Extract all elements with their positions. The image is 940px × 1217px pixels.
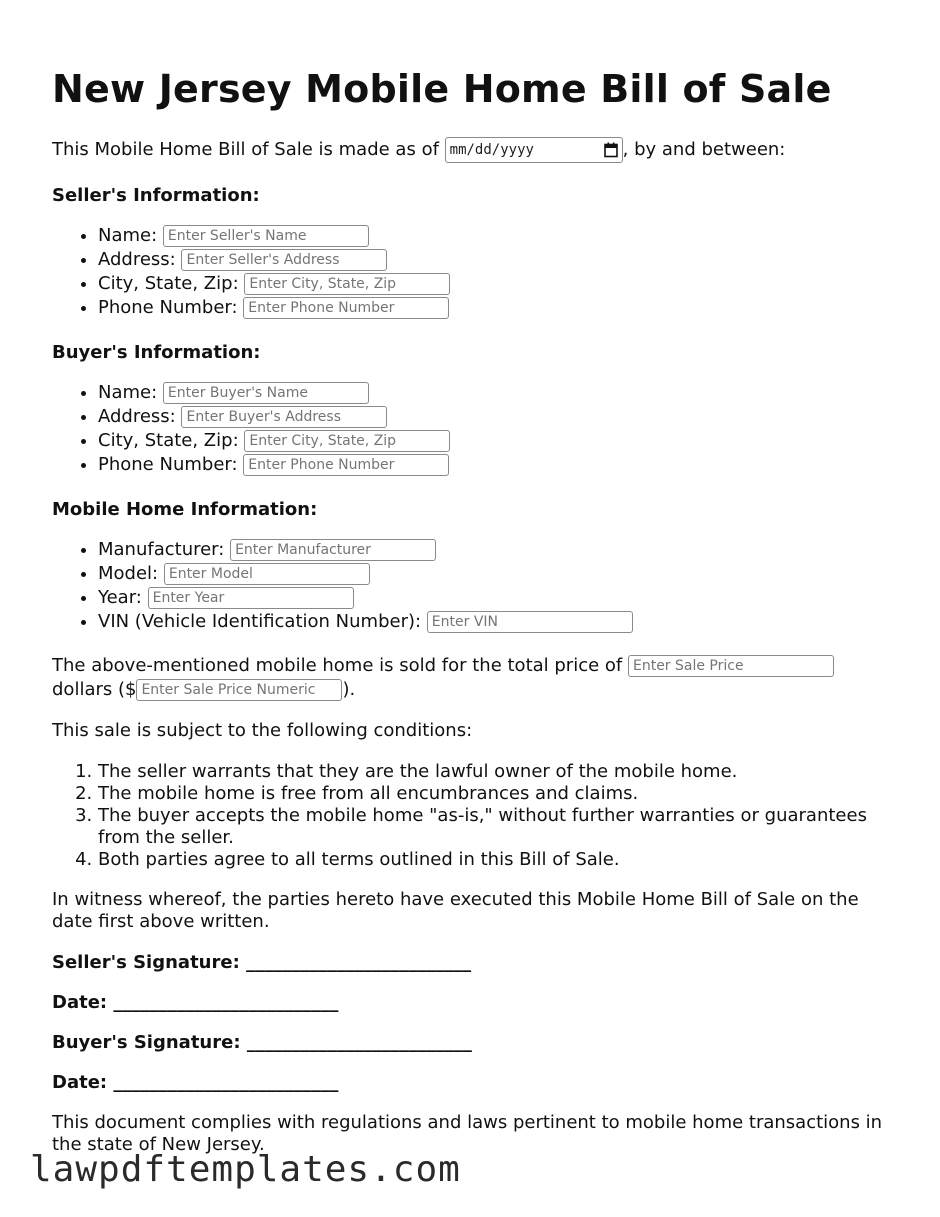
buyer-name-input[interactable] bbox=[163, 382, 369, 404]
vin-label: VIN (Vehicle Identification Number): bbox=[98, 611, 422, 632]
seller-city-input[interactable] bbox=[244, 273, 450, 295]
buyer-address-item bbox=[98, 405, 888, 429]
sale-price-input[interactable] bbox=[628, 655, 834, 677]
seller-city-item bbox=[98, 272, 888, 296]
buyer-field-list bbox=[52, 381, 888, 477]
model-item bbox=[98, 562, 888, 586]
witness-paragraph: In witness whereof, the parties hereto have executed this Mobile Home Bill of Sale on the date first above written. bbox=[52, 889, 859, 932]
seller-phone-item bbox=[98, 296, 888, 320]
buyer-city-input[interactable] bbox=[244, 430, 450, 452]
price-paragraph bbox=[52, 654, 888, 702]
seller-date-line bbox=[52, 992, 888, 1014]
buyer-date-label: Date: bbox=[52, 1072, 108, 1093]
seller-date-blank[interactable]: _________________________ bbox=[113, 992, 339, 1013]
seller-date-label: Date: bbox=[52, 992, 108, 1013]
compliance-paragraph: This document complies with regulations and laws pertinent to mobile home transactions in the state of New Jersey. bbox=[52, 1112, 883, 1155]
manufacturer-input[interactable] bbox=[230, 539, 436, 561]
buyer-phone-label: Phone Number: bbox=[98, 454, 238, 475]
home-field-list bbox=[52, 538, 888, 634]
seller-heading: Seller's Information: bbox=[52, 185, 260, 206]
condition-item: 2. The mobile home is free from all encumbrances and claims. bbox=[98, 783, 888, 805]
buyer-signature-blank[interactable]: _________________________ bbox=[246, 1032, 472, 1053]
seller-field-list bbox=[52, 224, 888, 320]
seller-signature-blank[interactable]: _________________________ bbox=[246, 952, 472, 973]
buyer-address-input[interactable] bbox=[181, 406, 387, 428]
seller-city-label: City, State, Zip: bbox=[98, 273, 239, 294]
condition-item: 4. Both parties agree to all terms outlined in this Bill of Sale. bbox=[98, 849, 888, 871]
intro-before-text: This Mobile Home Bill of Sale is made as of bbox=[52, 139, 445, 160]
condition-item: 3. The buyer accepts the mobile home "as-is," without further warranties or guarantees from the seller. bbox=[98, 805, 888, 849]
year-label: Year: bbox=[98, 587, 142, 608]
buyer-name-item bbox=[98, 381, 888, 405]
conditions-intro: This sale is subject to the following conditions: bbox=[52, 720, 473, 741]
vin-item bbox=[98, 610, 888, 634]
buyer-signature-label: Buyer's Signature: bbox=[52, 1032, 241, 1053]
date-input[interactable] bbox=[445, 137, 623, 163]
sale-price-numeric-input[interactable] bbox=[136, 679, 342, 701]
intro-paragraph bbox=[52, 137, 888, 163]
page-title: New Jersey Mobile Home Bill of Sale bbox=[52, 67, 832, 111]
model-label: Model: bbox=[98, 563, 159, 584]
price-middle-text: dollars ($ bbox=[52, 679, 137, 700]
seller-address-label: Address: bbox=[98, 249, 176, 270]
model-input[interactable] bbox=[164, 563, 370, 585]
buyer-phone-input[interactable] bbox=[243, 454, 449, 476]
seller-signature-line bbox=[52, 952, 888, 974]
year-input[interactable] bbox=[148, 587, 354, 609]
conditions-list bbox=[52, 761, 888, 871]
seller-name-item bbox=[98, 224, 888, 248]
seller-address-input[interactable] bbox=[181, 249, 387, 271]
site-watermark: lawpdftemplates.com bbox=[30, 1149, 461, 1190]
condition-item: 1. The seller warrants that they are the lawful owner of the mobile home. bbox=[98, 761, 888, 783]
price-before-text: The above-mentioned mobile home is sold for the total price of bbox=[52, 655, 628, 676]
buyer-date-blank[interactable]: _________________________ bbox=[113, 1072, 339, 1093]
buyer-city-item bbox=[98, 429, 888, 453]
seller-name-input[interactable] bbox=[163, 225, 369, 247]
buyer-signature-line bbox=[52, 1032, 888, 1054]
price-after-text: ). bbox=[342, 679, 356, 700]
calendar-icon[interactable] bbox=[604, 142, 618, 158]
buyer-phone-item bbox=[98, 453, 888, 477]
buyer-date-line bbox=[52, 1072, 888, 1094]
seller-phone-input[interactable] bbox=[243, 297, 449, 319]
manufacturer-item bbox=[98, 538, 888, 562]
seller-address-item bbox=[98, 248, 888, 272]
home-heading: Mobile Home Information: bbox=[52, 499, 318, 520]
vin-input[interactable] bbox=[427, 611, 633, 633]
buyer-address-label: Address: bbox=[98, 406, 176, 427]
date-placeholder: mm/dd/yyyy bbox=[449, 142, 534, 158]
seller-phone-label: Phone Number: bbox=[98, 297, 238, 318]
intro-after-text: , by and between: bbox=[622, 139, 786, 160]
year-item bbox=[98, 586, 888, 610]
seller-signature-label: Seller's Signature: bbox=[52, 952, 240, 973]
seller-name-label: Name: bbox=[98, 225, 158, 246]
manufacturer-label: Manufacturer: bbox=[98, 539, 225, 560]
buyer-heading: Buyer's Information: bbox=[52, 342, 261, 363]
buyer-name-label: Name: bbox=[98, 382, 158, 403]
buyer-city-label: City, State, Zip: bbox=[98, 430, 239, 451]
